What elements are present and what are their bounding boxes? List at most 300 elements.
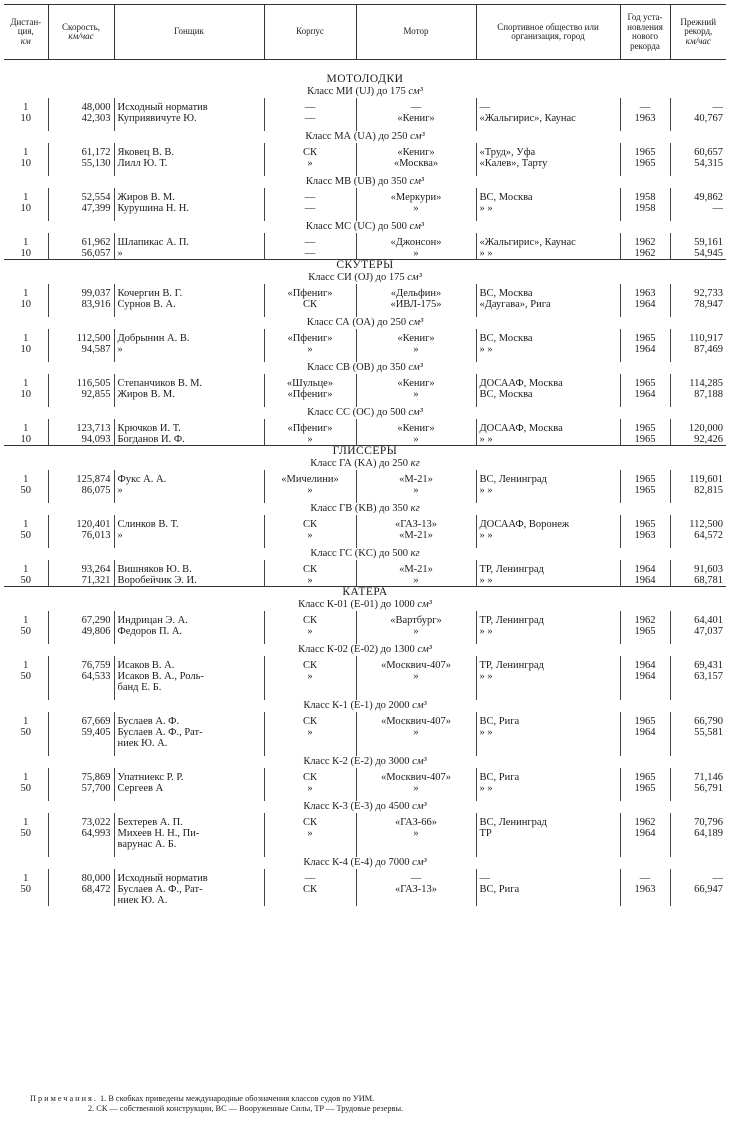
speed-cell: 94,093 [48,434,114,446]
distance-cell: 50 [20,485,31,496]
distance-cell: 1 [23,102,29,113]
distance-cell: 1 [23,660,29,671]
speed-cell: 80,000 [48,873,114,884]
racer-cell: Слинков В. Т. [114,519,264,530]
record-row [4,716,726,727]
racer-cell: Кочергин В. Г. [114,288,264,299]
class-unit: кг [410,503,420,514]
club-cell: «Даугава», Рига [476,299,620,310]
hull-cell: «Пфениг» [264,288,356,299]
motor-cell: » [356,485,476,496]
class-title-text: Класс МВ (UB) до 350 [305,176,410,187]
speed-cell: 42,303 [48,113,114,124]
class-title-row [4,86,726,98]
distance-cell: 10 [20,158,31,169]
racer-cell: Федоров П. А. [114,626,264,637]
motor-cell: «Кениг» [356,378,476,389]
prev-record-cell: 92,426 [670,434,726,446]
hull-cell: » [264,828,356,839]
racer-cell: Жиров В. М. [114,389,264,400]
speed-cell: 73,022 [48,817,114,828]
class-title-text: Класс МС (UC) до 500 [305,221,410,232]
records-body [4,60,726,907]
motor-cell [356,682,476,693]
club-cell: » » [476,530,620,541]
year-cell: 1963 [620,530,670,541]
record-row [4,772,726,783]
speed-cell: 76,759 [48,660,114,671]
speed-cell: 99,037 [48,288,114,299]
racer-cell: варунас А. Б. [114,839,264,850]
club-cell: ВС, Москва [476,192,620,203]
racer-cell: Исаков В. А., Роль- [114,671,264,682]
class-unit: см³ [409,176,425,187]
motor-cell: «Вартбург» [356,615,476,626]
distance-cell: 1 [23,192,29,203]
class-title-text: Класс К-01 (Е-01) до 1000 [298,599,418,610]
motor-cell: » [356,783,476,794]
motor-cell: «Кениг» [356,423,476,434]
speed-cell: 61,962 [48,237,114,248]
hull-cell: » [264,727,356,738]
class-spacer [4,693,726,700]
year-cell: 1965 [620,626,670,637]
speed-cell: 93,264 [48,564,114,575]
year-cell [620,839,670,850]
prev-record-cell: 64,572 [670,530,726,541]
header-row [4,5,726,60]
record-row [4,873,726,884]
racer-cell: Исаков В. А. [114,660,264,671]
prev-record-cell: 71,146 [670,772,726,783]
class-title-row [4,176,726,188]
class-spacer [4,496,726,503]
class-title [4,221,726,233]
hull-cell: » [264,485,356,496]
class-spacer [4,637,726,644]
club-cell: » » [476,485,620,496]
distance-cell: 50 [20,828,31,839]
motor-cell: «Дельфин» [356,288,476,299]
prev-record-cell: 69,431 [670,660,726,671]
prev-record-cell [670,682,726,693]
record-row [4,895,726,906]
footnote-1: Примечания. 1. В скобках приведены международные обозначения классов судов по УИМ. [30,1094,375,1103]
club-cell: ВС, Ленинград [476,474,620,485]
year-cell: 1964 [620,344,670,355]
hull-cell: » [264,575,356,587]
motor-cell: » [356,434,476,446]
hull-cell: » [264,158,356,169]
class-title-text: Класс ГС (KC) до 500 [310,548,411,559]
section-title: СКУТЕРЫ [4,260,726,273]
prev-record-cell: 82,815 [670,485,726,496]
record-row [4,884,726,895]
class-title-row [4,700,726,712]
prev-record-cell: — [670,203,726,214]
hull-cell: — [264,248,356,260]
record-row [4,738,726,749]
record-row [4,434,726,446]
prev-record-cell: 87,188 [670,389,726,400]
club-cell: — [476,102,620,113]
distance-cell: 50 [20,626,31,637]
class-title-text: Класс К-02 (Е-02) до 1300 [298,644,418,655]
year-cell [620,682,670,693]
racer-cell: Курушина Н. Н. [114,203,264,214]
record-row [4,102,726,113]
record-row [4,288,726,299]
year-cell: 1964 [620,389,670,400]
class-title [4,176,726,188]
speed-cell: 57,700 [48,783,114,794]
prev-record-cell [670,738,726,749]
hull-cell: «Пфениг» [264,423,356,434]
prev-record-cell [670,839,726,850]
record-row [4,158,726,169]
racer-cell: Михеев Н. Н., Пи- [114,828,264,839]
distance-cell: 1 [23,474,29,485]
section-title: ГЛИССЕРЫ [4,446,726,459]
distance-cell: 1 [23,237,29,248]
prev-record-cell: 70,796 [670,817,726,828]
motor-cell: » [356,344,476,355]
record-row [4,839,726,850]
prev-record-cell: 49,862 [670,192,726,203]
speed-cell: 49,806 [48,626,114,637]
prev-record-cell: 92,733 [670,288,726,299]
class-unit: см³ [408,407,423,418]
racer-cell: Бехтерев А. П. [114,817,264,828]
hull-cell: — [264,203,356,214]
record-row [4,192,726,203]
speed-cell: 75,869 [48,772,114,783]
section-title-row [4,446,726,459]
racer-cell: Яковец В. В. [114,147,264,158]
class-title-text: Класс ГВ (KB) до 350 [310,503,411,514]
speed-cell: 94,587 [48,344,114,355]
year-cell: 1965 [620,158,670,169]
racer-cell: Добрынин А. В. [114,333,264,344]
year-cell: 1962 [620,817,670,828]
record-row [4,485,726,496]
year-cell: — [620,102,670,113]
speed-cell: 61,172 [48,147,114,158]
year-cell: 1964 [620,727,670,738]
hull-cell: СК [264,564,356,575]
class-title [4,644,726,656]
prev-record-cell: 68,781 [670,575,726,587]
motor-cell: » [356,626,476,637]
prev-record-cell: 87,469 [670,344,726,355]
class-spacer [4,749,726,756]
racer-cell: Буслаев А. Ф., Рат- [114,884,264,895]
record-row [4,203,726,214]
section-title-row [4,587,726,600]
hull-cell [264,738,356,749]
class-title-text: Класс СА (OA) до 250 [306,317,409,328]
motor-cell: » [356,828,476,839]
footnote-2: 2. СК — собственной конструкции, ВС — Вооруженные Силы, ТР — Трудовые резервы. [88,1104,404,1113]
class-title-text: Класс К-4 (Е-4) до 7000 [303,857,413,868]
class-title [4,503,726,515]
record-row [4,113,726,124]
year-cell: 1964 [620,575,670,587]
hull-cell: СК [264,147,356,158]
year-cell: 1964 [620,671,670,682]
hull-cell: » [264,434,356,446]
hull-cell [264,839,356,850]
class-spacer [4,124,726,131]
record-row [4,783,726,794]
class-title-text: Класс К-3 (Е-3) до 4500 [303,801,413,812]
class-title [4,700,726,712]
club-cell: ТР, Ленинград [476,615,620,626]
distance-cell: 10 [20,434,31,445]
distance-cell: 1 [23,817,29,828]
speed-cell: 92,855 [48,389,114,400]
records-table [4,4,726,906]
class-title-text: Класс СВ (OB) до 350 [307,362,409,373]
class-title-text: Класс К-2 (Е-2) до 3000 [303,756,413,767]
club-cell: » » [476,626,620,637]
club-cell: — [476,873,620,884]
club-cell [476,895,620,906]
speed-cell: 67,290 [48,615,114,626]
speed-cell [48,738,114,749]
prev-record-cell: 59,161 [670,237,726,248]
prev-record-cell: 54,945 [670,248,726,260]
prev-record-cell: 110,917 [670,333,726,344]
year-cell: 1963 [620,288,670,299]
hull-cell [264,682,356,693]
class-title [4,407,726,419]
motor-cell: » [356,248,476,260]
speed-cell: 116,505 [48,378,114,389]
hull-cell: СК [264,299,356,310]
club-cell: ДОСААФ, Москва [476,423,620,434]
racer-cell: Индрицан Э. А. [114,615,264,626]
speed-cell: 123,713 [48,423,114,434]
racer-cell: Сергеев А [114,783,264,794]
prev-record-cell [670,895,726,906]
record-row [4,474,726,485]
racer-cell: » [114,248,264,260]
class-spacer [4,850,726,857]
distance-cell: 1 [23,378,29,389]
speed-cell: 55,130 [48,158,114,169]
prev-record-cell: 64,401 [670,615,726,626]
year-cell: 1965 [620,378,670,389]
motor-cell: «Москвич-407» [356,772,476,783]
year-cell: 1964 [620,828,670,839]
class-title [4,317,726,329]
hull-cell: — [264,113,356,124]
speed-cell [48,839,114,850]
class-title-row [4,272,726,284]
club-cell: » » [476,727,620,738]
club-cell [476,839,620,850]
club-cell: » » [476,575,620,587]
year-cell: 1964 [620,564,670,575]
racer-cell: Буслаев А. Ф. [114,716,264,727]
motor-cell: » [356,389,476,400]
distance-cell: 1 [23,288,29,299]
racer-cell: » [114,530,264,541]
record-row [4,575,726,587]
hull-cell: » [264,783,356,794]
club-cell: ВС, Рига [476,772,620,783]
distance-cell: 10 [20,113,31,124]
distance-cell: 50 [20,783,31,794]
prev-record-cell: 47,037 [670,626,726,637]
speed-cell: 56,057 [48,248,114,260]
prev-record-cell: 56,791 [670,783,726,794]
club-cell: » » [476,434,620,446]
year-cell: 1962 [620,615,670,626]
speed-cell: 64,993 [48,828,114,839]
record-row [4,378,726,389]
class-title-row [4,362,726,374]
prev-record-cell: 78,947 [670,299,726,310]
distance-cell: 1 [23,147,29,158]
record-row [4,530,726,541]
hull-cell: «Мичелини» [264,474,356,485]
class-unit: см³ [408,317,424,328]
section-title: МОТОЛОДКИ [326,73,404,85]
class-title-text: Класс МА (UA) до 250 [305,131,411,142]
motor-cell: «Москва» [356,158,476,169]
class-title [4,362,726,374]
speed-cell: 71,321 [48,575,114,587]
class-title-row [4,407,726,419]
record-row [4,147,726,158]
distance-cell: 1 [23,333,29,344]
year-cell: 1965 [620,772,670,783]
racer-cell: Воробейчик Э. И. [114,575,264,587]
distance-cell: 10 [20,248,31,259]
racer-cell: Шлапикас А. П. [114,237,264,248]
motor-cell: «М-21» [356,474,476,485]
racer-cell: Исходный норматив [114,102,264,113]
hull-cell: — [264,192,356,203]
speed-cell [48,682,114,693]
class-unit: см³ [417,599,432,610]
distance-cell: 1 [23,423,29,434]
class-spacer [4,541,726,548]
record-row [4,817,726,828]
class-unit: см³ [412,801,427,812]
record-row [4,519,726,530]
record-row [4,299,726,310]
racer-cell: » [114,344,264,355]
motor-cell: «Кениг» [356,333,476,344]
section-title-row [4,60,726,87]
speed-cell [48,895,114,906]
prev-record-cell: — [670,873,726,884]
header-prev-record: Прежний рекорд, км/час [670,5,726,60]
club-cell: ВС, Москва [476,288,620,299]
class-spacer [4,169,726,176]
class-title-row [4,756,726,768]
record-row [4,626,726,637]
speed-cell: 86,075 [48,485,114,496]
year-cell: 1965 [620,485,670,496]
racer-cell: ниек Ю. А. [114,738,264,749]
racer-cell: Сурнов В. А. [114,299,264,310]
header-hull: Корпус [264,5,356,60]
motor-cell: «Кениг» [356,113,476,124]
racer-cell: Лилл Ю. Т. [114,158,264,169]
hull-cell: — [264,873,356,884]
motor-cell: «Меркури» [356,192,476,203]
year-cell: — [620,873,670,884]
hull-cell: СК [264,660,356,671]
year-cell [620,738,670,749]
prev-record-cell: 64,189 [670,828,726,839]
racer-cell: Фукс А. А. [114,474,264,485]
year-cell: 1964 [620,660,670,671]
racer-cell: Богданов И. Ф. [114,434,264,446]
distance-cell: 1 [23,615,29,626]
record-row [4,389,726,400]
record-row [4,423,726,434]
speed-cell: 52,554 [48,192,114,203]
year-cell: 1958 [620,192,670,203]
class-spacer [4,214,726,221]
distance-cell: 1 [23,772,29,783]
class-title-text: Класс СС (OC) до 500 [307,407,409,418]
header-racer: Гонщик [114,5,264,60]
distance-cell: 50 [20,671,31,682]
class-unit: см³ [408,86,423,97]
speed-cell: 68,472 [48,884,114,895]
class-spacer [4,400,726,407]
racer-cell: » [114,485,264,496]
year-cell: 1963 [620,113,670,124]
club-cell: «Жальгирис», Каунас [476,237,620,248]
record-row [4,237,726,248]
club-cell: ТР [476,828,620,839]
class-unit: см³ [409,221,425,232]
hull-cell: СК [264,519,356,530]
record-row [4,828,726,839]
motor-cell: «М-21» [356,530,476,541]
speed-cell: 76,013 [48,530,114,541]
racer-cell: Жиров В. М. [114,192,264,203]
class-title-row [4,458,726,470]
year-cell: 1965 [620,423,670,434]
section-title: КАТЕРА [4,587,726,600]
prev-record-cell: 66,790 [670,716,726,727]
class-title [4,599,726,611]
club-cell: ВС, Рига [476,716,620,727]
prev-record-cell: 66,947 [670,884,726,895]
record-row [4,344,726,355]
motor-cell: «ГАЗ-66» [356,817,476,828]
motor-cell: «ИВЛ-175» [356,299,476,310]
club-cell: ВС, Рига [476,884,620,895]
year-cell: 1965 [620,147,670,158]
motor-cell: — [356,873,476,884]
class-title-row [4,857,726,869]
class-unit: см³ [407,272,422,283]
club-cell: «Труд», Уфа [476,147,620,158]
club-cell: » » [476,783,620,794]
class-title [4,756,726,768]
prev-record-cell: 112,500 [670,519,726,530]
record-row [4,564,726,575]
